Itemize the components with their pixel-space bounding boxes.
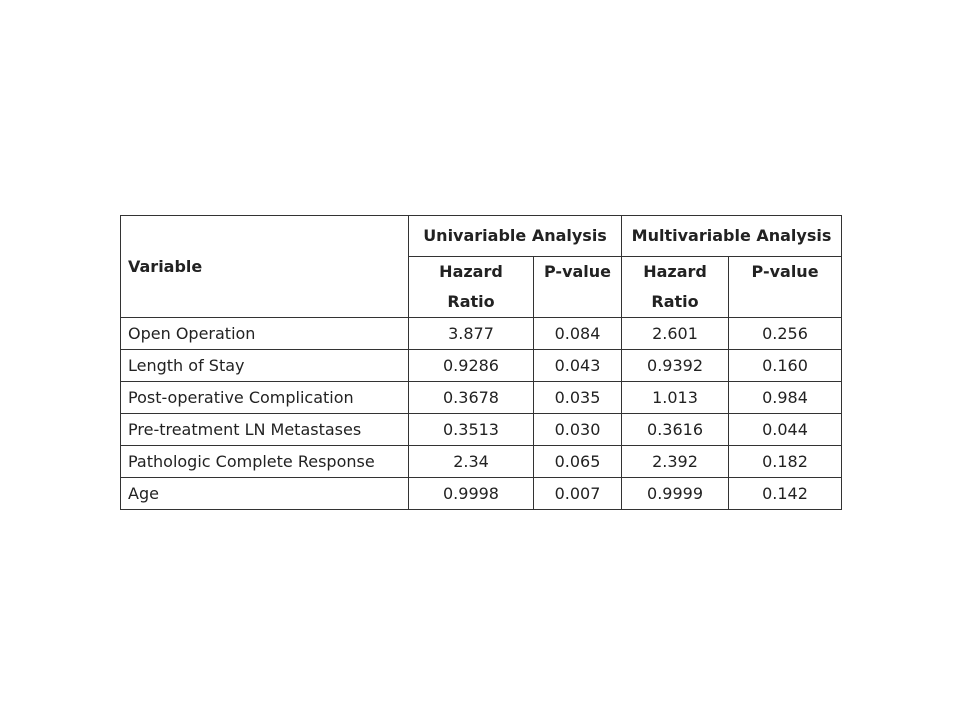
- subheader-line: Ratio: [651, 292, 699, 311]
- table-row: [121, 350, 842, 382]
- subheader-line: P-value: [543, 262, 612, 281]
- table-header-row-groups: [121, 216, 842, 257]
- univariable-p-value-header: [534, 257, 622, 318]
- univariable-hazard-ratio-cell: 0.3678: [409, 382, 534, 414]
- univariable-hazard-ratio-cell: 0.9286: [409, 350, 534, 382]
- multivariable-hazard-ratio-cell: 0.3616: [622, 414, 729, 446]
- univariable-hazard-ratio-cell: 0.9998: [409, 478, 534, 510]
- univariable-hazard-ratio-cell: 3.877: [409, 318, 534, 350]
- table-row: [121, 318, 842, 350]
- univariable-hazard-ratio-header: [409, 257, 534, 318]
- univariable-analysis-header: Univariable Analysis: [409, 216, 622, 257]
- univariable-p-value-cell: 0.007: [534, 478, 622, 510]
- multivariable-p-value-cell: 0.182: [729, 446, 842, 478]
- univariable-hazard-ratio-cell: 2.34: [409, 446, 534, 478]
- multivariable-p-value-cell: 0.044: [729, 414, 842, 446]
- multivariable-analysis-header: Multivariable Analysis: [622, 216, 842, 257]
- table-row: [121, 478, 842, 510]
- multivariable-hazard-ratio-cell: 0.9999: [622, 478, 729, 510]
- subheader-line: Hazard: [643, 262, 707, 281]
- multivariable-hazard-ratio-cell: 1.013: [622, 382, 729, 414]
- univariable-p-value-cell: 0.084: [534, 318, 622, 350]
- variable-cell: Open Operation: [121, 318, 409, 350]
- multivariable-hazard-ratio-cell: 2.601: [622, 318, 729, 350]
- table-row: [121, 414, 842, 446]
- variable-cell: Pathologic Complete Response: [121, 446, 409, 478]
- hazard-ratio-table: [120, 215, 842, 510]
- variable-header: Variable: [121, 216, 409, 318]
- multivariable-hazard-ratio-header: [622, 257, 729, 318]
- variable-cell: Pre-treatment LN Metastases: [121, 414, 409, 446]
- table-row: [121, 382, 842, 414]
- variable-cell: Post-operative Complication: [121, 382, 409, 414]
- subheader-line: Ratio: [447, 292, 495, 311]
- multivariable-hazard-ratio-cell: 0.9392: [622, 350, 729, 382]
- subheader-line: Hazard: [439, 262, 503, 281]
- univariable-p-value-cell: 0.065: [534, 446, 622, 478]
- univariable-p-value-cell: 0.035: [534, 382, 622, 414]
- multivariable-p-value-cell: 0.256: [729, 318, 842, 350]
- univariable-p-value-cell: 0.043: [534, 350, 622, 382]
- multivariable-p-value-cell: 0.142: [729, 478, 842, 510]
- multivariable-p-value-header: [729, 257, 842, 318]
- univariable-hazard-ratio-cell: 0.3513: [409, 414, 534, 446]
- subheader-line: P-value: [751, 262, 819, 281]
- variable-cell: Length of Stay: [121, 350, 409, 382]
- multivariable-hazard-ratio-cell: 2.392: [622, 446, 729, 478]
- multivariable-p-value-cell: 0.160: [729, 350, 842, 382]
- table-row: [121, 446, 842, 478]
- variable-cell: Age: [121, 478, 409, 510]
- multivariable-p-value-cell: 0.984: [729, 382, 842, 414]
- univariable-p-value-cell: 0.030: [534, 414, 622, 446]
